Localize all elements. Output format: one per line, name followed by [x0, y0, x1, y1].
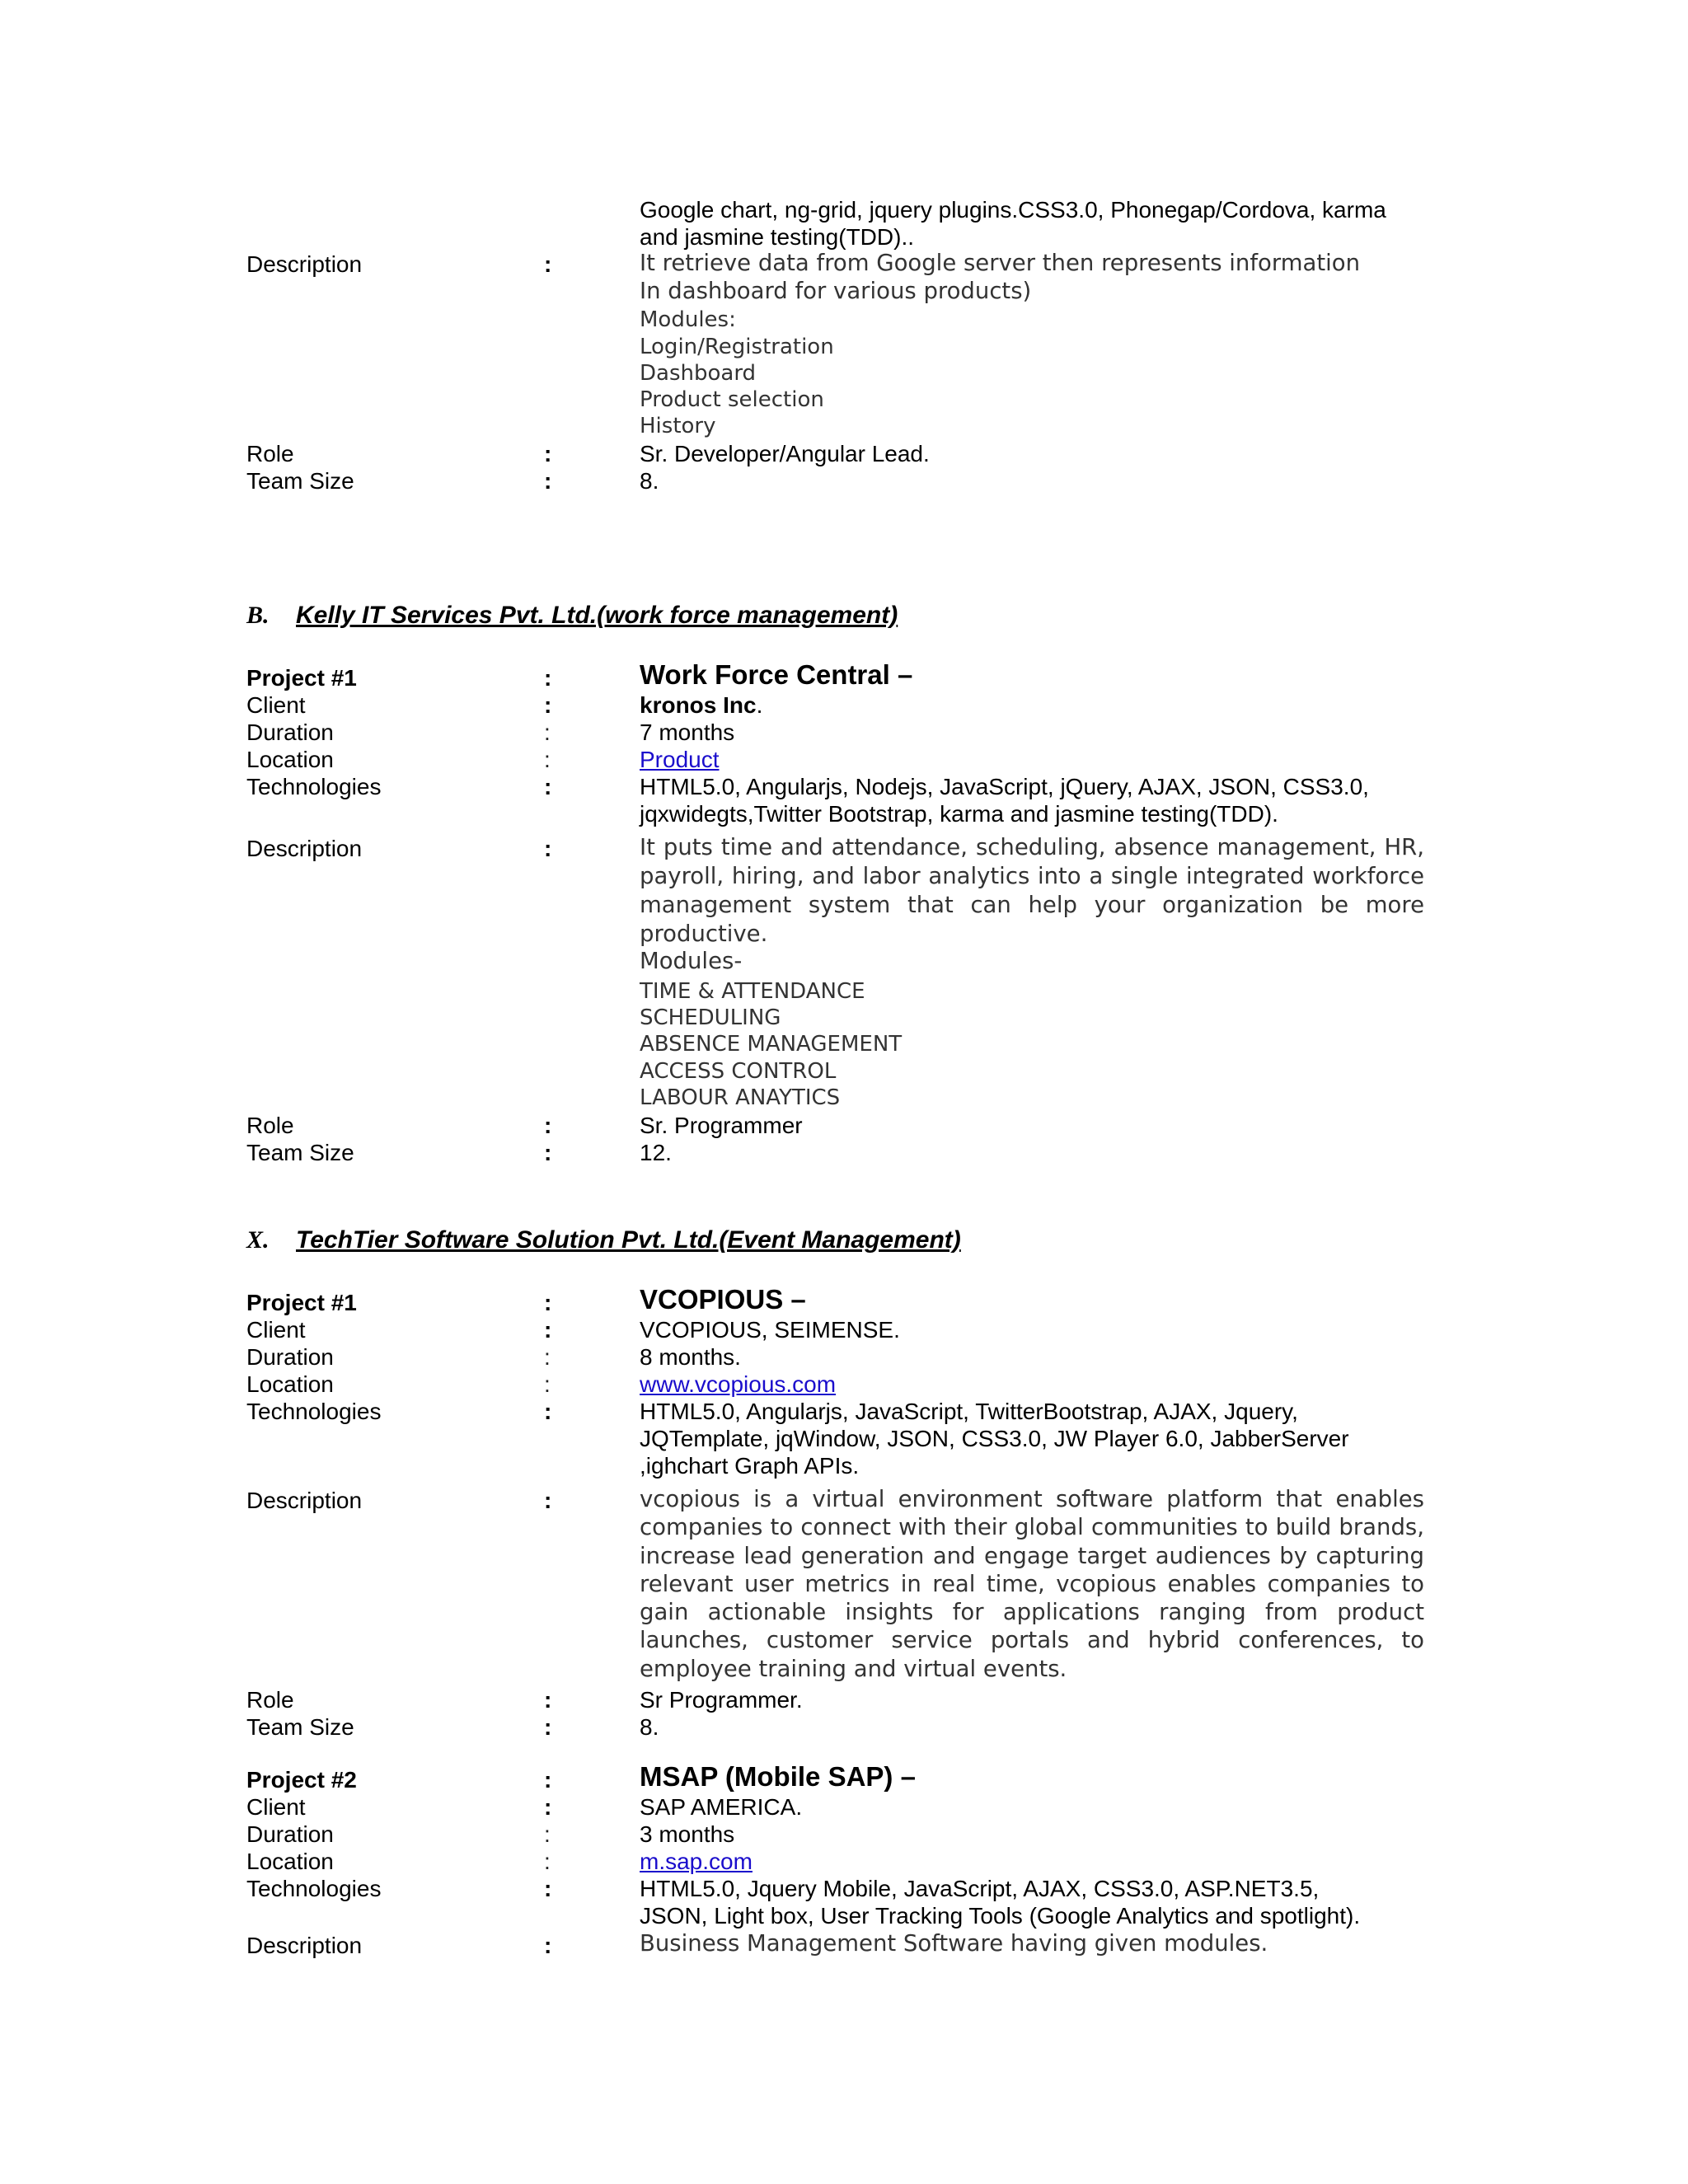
- top-module-item: History: [640, 414, 716, 438]
- colon: :: [544, 441, 552, 466]
- top-module-item: Modules:: [640, 307, 736, 332]
- colon: :: [544, 665, 552, 691]
- sc-p1-project-name: VCOPIOUS –: [640, 1284, 806, 1315]
- sb-client-value: [640, 691, 1424, 719]
- top-module-item: Dashboard: [640, 361, 757, 386]
- sb-duration-value: 7 months: [640, 719, 735, 745]
- sb-module-item: ABSENCE MANAGEMENT: [640, 1032, 903, 1057]
- sc-p1-duration-value: 8 months.: [640, 1344, 741, 1370]
- sb-description-text: It puts time and attendance, scheduling, absence management, HR, payroll, hiring, and labor analytics into a single integrated workforce management system that can help your organization be more productive.: [640, 834, 1424, 947]
- section-b-heading: [246, 601, 898, 630]
- sb-tech-line1: HTML5.0, Angularjs, Nodejs, JavaScript, jQuery, AJAX, JSON, CSS3.0,: [640, 774, 1369, 799]
- colon: :: [544, 1849, 551, 1874]
- sc-p1-tech-line1: HTML5.0, Angularjs, JavaScript, TwitterBootstrap, AJAX, Jquery,: [640, 1399, 1298, 1424]
- top-description-line1: It retrieve data from Google server then represents information: [640, 250, 1361, 276]
- colon: :: [544, 468, 552, 494]
- sb-module-item: TIME & ATTENDANCE: [640, 979, 865, 1004]
- sc-p2-tech-label: Technologies: [246, 1876, 382, 1901]
- sc-p2-duration-label: Duration: [246, 1821, 334, 1847]
- colon: :: [544, 1687, 552, 1713]
- sb-project-name: Work Force Central –: [640, 659, 913, 690]
- sc-p1-location-label: Location: [246, 1371, 334, 1397]
- sb-duration-label: Duration: [246, 719, 334, 745]
- sc-p2-client-label: Client: [246, 1794, 306, 1820]
- sb-description-label: Description: [246, 836, 363, 861]
- sc-p1-role-value: Sr Programmer.: [640, 1687, 803, 1713]
- sb-role-value: Sr. Programmer: [640, 1113, 803, 1138]
- sb-location-label: Location: [246, 747, 334, 772]
- colon: :: [544, 1488, 552, 1513]
- sb-project-label: Project #1: [246, 665, 357, 691]
- top-team-value: 8.: [640, 468, 659, 494]
- colon: :: [544, 1344, 551, 1370]
- colon: :: [544, 692, 552, 718]
- top-module-item: Login/Registration: [640, 335, 834, 359]
- colon: :: [544, 719, 551, 745]
- sc-p2-client-value: SAP AMERICA.: [640, 1794, 803, 1820]
- sc-p1-tech-label: Technologies: [246, 1399, 382, 1424]
- sb-location-link[interactable]: Product: [640, 747, 720, 772]
- sc-p1-tech-line3: ,ighchart Graph APIs.: [640, 1453, 860, 1479]
- sc-p2-location-link[interactable]: m.sap.com: [640, 1849, 753, 1874]
- section-b-title: Kelly IT Services Pvt. Ltd.(work force management): [296, 602, 898, 629]
- sc-p2-duration-value: 3 months: [640, 1821, 735, 1847]
- colon: :: [544, 1821, 551, 1847]
- sb-team-label: Team Size: [246, 1140, 354, 1165]
- sb-client-suffix: .: [756, 692, 763, 718]
- colon: :: [544, 1317, 552, 1343]
- sc-p1-duration-label: Duration: [246, 1344, 334, 1370]
- sb-tech-line2: jqxwidegts,Twitter Bootstrap, karma and jasmine testing(TDD).: [640, 801, 1278, 827]
- top-tech-line1: Google chart, ng-grid, jquery plugins.CSS3.0, Phonegap/Cordova, karma: [640, 197, 1386, 223]
- sc-p2-location-value: [640, 1848, 1424, 1875]
- top-role-label: Role: [246, 441, 294, 466]
- sc-p2-project-name: MSAP (Mobile SAP) –: [640, 1761, 916, 1792]
- sc-p1-role-label: Role: [246, 1687, 294, 1713]
- top-team-label: Team Size: [246, 468, 354, 494]
- section-b-letter: B.: [246, 602, 270, 629]
- sc-p2-tech-line1: HTML5.0, Jquery Mobile, JavaScript, AJAX, CSS3.0, ASP.NET3.5,: [640, 1876, 1320, 1901]
- sb-client-name: kronos Inc: [640, 692, 757, 718]
- colon: :: [544, 1933, 552, 1958]
- colon: :: [544, 836, 552, 861]
- sb-modules-title: Modules-: [640, 948, 743, 974]
- sb-client-label: Client: [246, 692, 306, 718]
- sb-module-item: ACCESS CONTROL: [640, 1059, 837, 1084]
- section-c-heading: [246, 1226, 961, 1255]
- sc-p1-tech-line2: JQTemplate, jqWindow, JSON, CSS3.0, JW Player 6.0, JabberServer: [640, 1426, 1349, 1451]
- colon: :: [544, 747, 551, 772]
- sc-p1-description-label: Description: [246, 1488, 363, 1513]
- sb-location-value: [640, 746, 1424, 773]
- colon: :: [544, 1794, 552, 1820]
- top-tech-line2: and jasmine testing(TDD)..: [640, 224, 915, 250]
- colon: :: [544, 1140, 552, 1165]
- top-module-item: Product selection: [640, 387, 824, 412]
- colon: :: [544, 1113, 552, 1138]
- colon: :: [544, 1399, 552, 1424]
- top-description-line2: In dashboard for various products): [640, 278, 1032, 304]
- sc-p2-location-label: Location: [246, 1849, 334, 1874]
- sb-team-value: 12.: [640, 1140, 672, 1165]
- sc-p2-tech-line2: JSON, Light box, User Tracking Tools (Google Analytics and spotlight).: [640, 1903, 1361, 1929]
- colon: :: [544, 1767, 552, 1793]
- section-c-title: TechTier Software Solution Pvt. Ltd.(Event Management): [296, 1226, 961, 1254]
- sc-p1-team-value: 8.: [640, 1714, 659, 1740]
- sc-p1-description-text: vcopious is a virtual environment software platform that enables companies to connect with their global communities to build brands, increase lead generation and engage target audiences by capturing relevant user metrics in real time, vcopious enables companies to gain actionable insights for applications ranging from product launches, customer service portals and hybrid conferences, to employee training and virtual events.: [640, 1486, 1424, 1682]
- sb-role-label: Role: [246, 1113, 294, 1138]
- sc-p1-team-label: Team Size: [246, 1714, 354, 1740]
- sc-p2-project-label: Project #2: [246, 1767, 357, 1793]
- sc-p1-client-value: VCOPIOUS, SEIMENSE.: [640, 1317, 900, 1343]
- sc-p1-client-label: Client: [246, 1317, 306, 1343]
- section-c-letter: X.: [246, 1226, 270, 1254]
- top-role-value: Sr. Developer/Angular Lead.: [640, 441, 930, 466]
- sc-p2-description-text: Business Management Software having given modules.: [640, 1930, 1268, 1957]
- sc-p1-location-value: [640, 1371, 1424, 1398]
- colon: :: [544, 1371, 551, 1397]
- sb-tech-label: Technologies: [246, 774, 382, 799]
- sc-p2-description-label: Description: [246, 1933, 363, 1958]
- colon: :: [544, 774, 552, 799]
- sc-p1-location-link[interactable]: www.vcopious.com: [640, 1371, 837, 1397]
- sc-p1-project-label: Project #1: [246, 1290, 357, 1315]
- sb-module-item: LABOUR ANAYTICS: [640, 1085, 841, 1110]
- colon: :: [544, 1876, 552, 1901]
- colon: :: [544, 1714, 552, 1740]
- colon: :: [544, 1290, 552, 1315]
- sb-module-item: SCHEDULING: [640, 1005, 781, 1030]
- colon: :: [544, 251, 552, 277]
- top-description-label: Description: [246, 251, 363, 277]
